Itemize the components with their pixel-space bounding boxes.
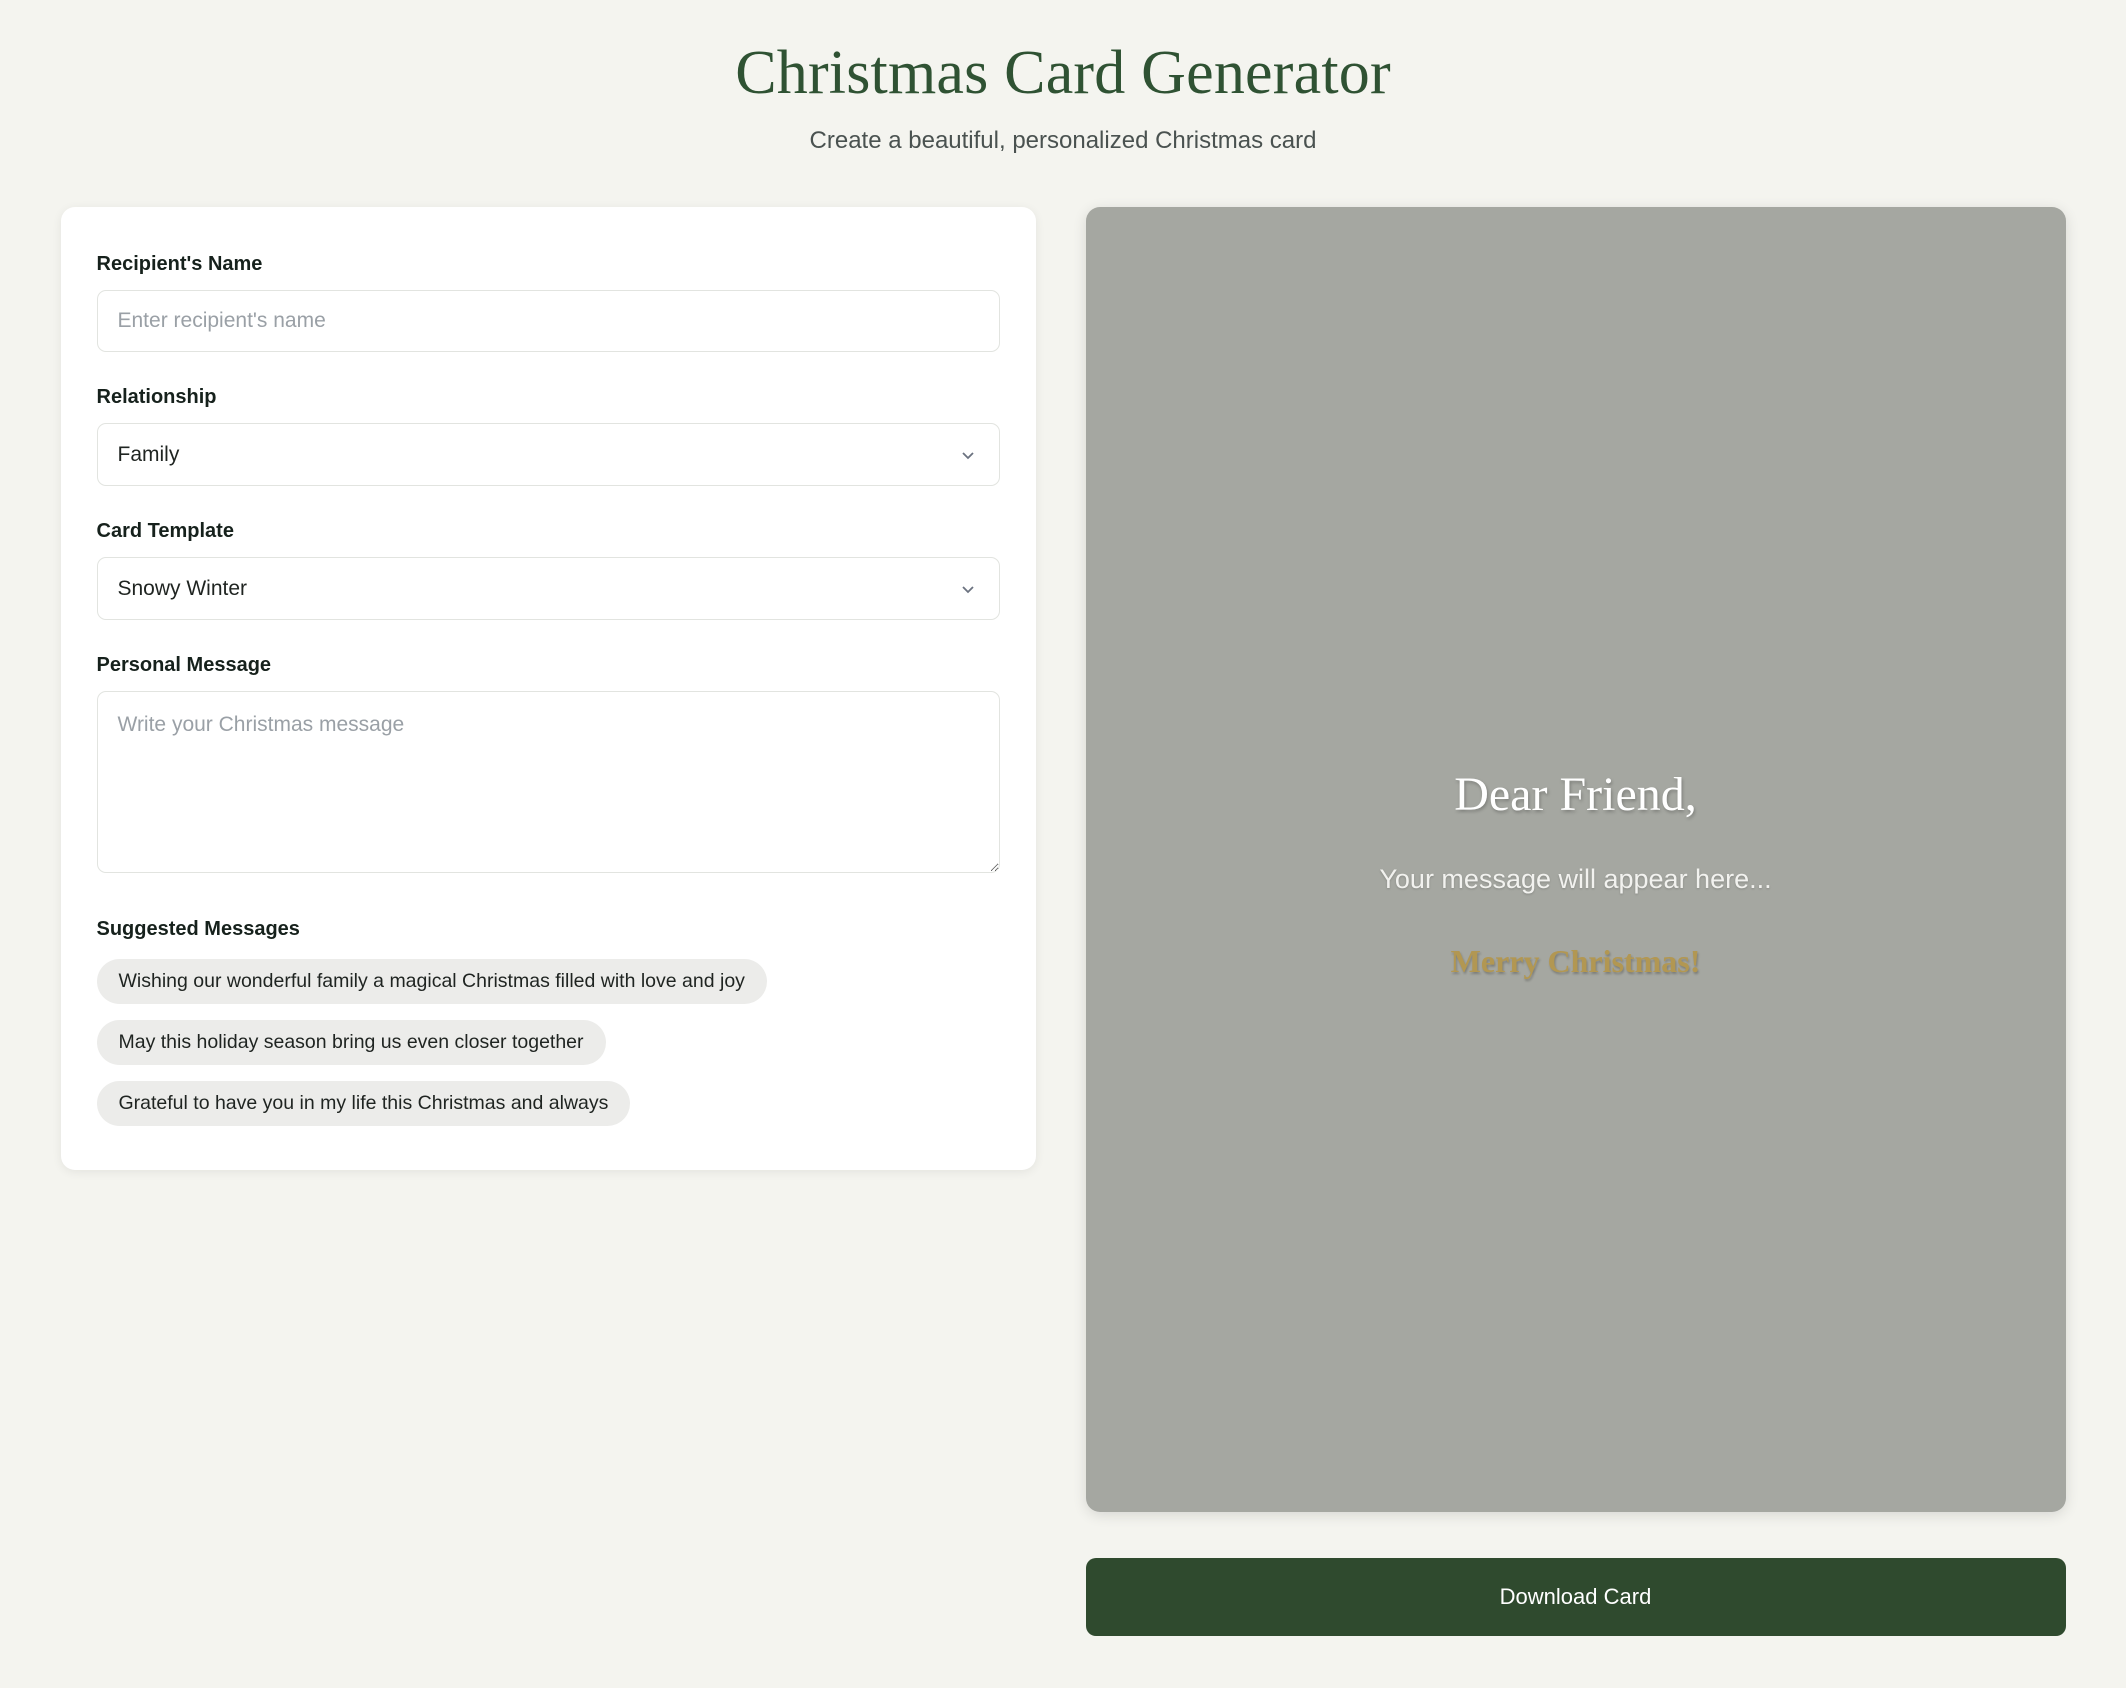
suggested-message-chip[interactable]: Grateful to have you in my life this Christmas and always bbox=[97, 1081, 631, 1126]
page-title: Christmas Card Generator bbox=[735, 39, 1391, 107]
personal-message-field bbox=[97, 654, 1000, 878]
main-content bbox=[56, 207, 2070, 1636]
suggested-messages-label: Suggested Messages bbox=[96, 918, 300, 941]
card-greeting-text: Dear Friend, bbox=[1454, 768, 1697, 821]
personal-message-textarea[interactable] bbox=[97, 691, 1000, 873]
relationship-select-wrap bbox=[97, 423, 1000, 486]
card-message-text: Your message will appear here... bbox=[1379, 864, 1772, 894]
card-preview-panel bbox=[1086, 207, 2066, 1636]
suggested-messages-section bbox=[97, 918, 1000, 1126]
card-signoff-text: Merry Christmas! bbox=[1450, 943, 1701, 979]
recipient-name-field bbox=[97, 253, 1000, 352]
card-template-select-wrap bbox=[97, 557, 1000, 620]
suggested-messages-list bbox=[97, 959, 1000, 1126]
recipient-name-label: Recipient's Name bbox=[96, 253, 263, 275]
suggested-message-chip[interactable]: May this holiday season bring us even closer together bbox=[97, 1020, 606, 1065]
relationship-select[interactable] bbox=[97, 423, 1000, 486]
download-card-button[interactable]: Download Card bbox=[1086, 1558, 2066, 1636]
relationship-field bbox=[97, 386, 1000, 486]
page-header bbox=[56, 24, 2070, 155]
page-subtitle: Create a beautiful, personalized Christmas card bbox=[809, 127, 1317, 154]
card-template-field bbox=[97, 520, 1000, 620]
card-template-select[interactable] bbox=[97, 557, 1000, 620]
card-form-panel bbox=[61, 207, 1036, 1170]
personal-message-label: Personal Message bbox=[96, 654, 272, 677]
recipient-name-input[interactable] bbox=[97, 290, 1000, 352]
relationship-label: Relationship bbox=[96, 386, 217, 408]
card-template-label: Card Template bbox=[96, 520, 234, 543]
card-preview bbox=[1086, 207, 2066, 1512]
suggested-message-chip[interactable]: Wishing our wonderful family a magical Christmas filled with love and joy bbox=[97, 959, 767, 1004]
